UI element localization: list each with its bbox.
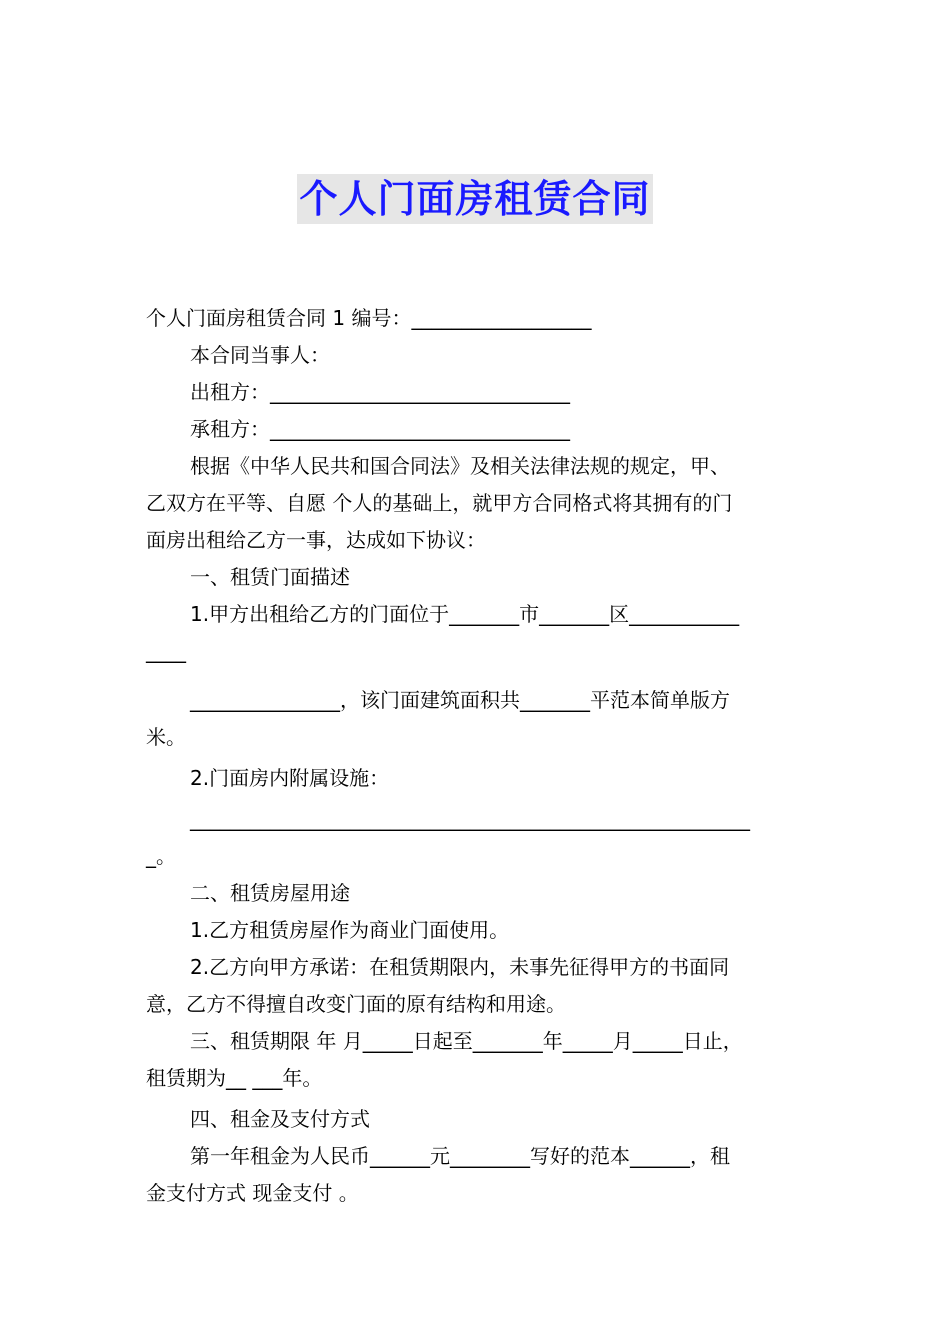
preamble-line-1: 根据《中华人民共和国合同法》及相关法律法规的规定，甲、 xyxy=(190,454,730,478)
preamble-line-2: 乙双方在平等、自愿 个人的基础上，就甲方合同格式将其拥有的门 xyxy=(146,491,733,515)
section-3-line-2: 租赁期为__ ___年。 xyxy=(146,1066,323,1090)
item-1-1-continued: ____ xyxy=(146,639,186,663)
item-1-1: 1.甲方出租给乙方的门面位于_______市_______区___________ xyxy=(190,602,740,626)
item-2-1: 1.乙方租赁房屋作为商业门面使用。 xyxy=(190,918,510,942)
item-2-2-line-1: 2.乙方向甲方承诺：在租赁期限内，未事先征得甲方的书面同 xyxy=(190,955,730,979)
item-4-1-line-2: 金支付方式 现金支付 。 xyxy=(146,1181,359,1205)
title-container xyxy=(0,174,950,224)
item-1-3: 2.门面房内附属设施： xyxy=(190,766,390,790)
section-4-heading: 四、租金及支付方式 xyxy=(190,1107,370,1131)
item-2-2-line-2: 意，乙方不得擅自改变门面的原有结构和用途。 xyxy=(146,992,566,1016)
item-4-1-line-1: 第一年租金为人民币______元________写好的范本______，租 xyxy=(190,1144,730,1168)
item-1-3-end: _。 xyxy=(146,844,176,868)
lessee-line: 承租方：______________________________ xyxy=(190,417,570,441)
section-1-heading: 一、租赁门面描述 xyxy=(190,565,350,589)
document-body xyxy=(146,300,808,1212)
lessor-line: 出租方：______________________________ xyxy=(190,380,570,404)
preamble-line-3: 面房出租给乙方一事，达成如下协议： xyxy=(146,528,486,552)
item-1-3-blank-line: ________________________________________________________ xyxy=(190,807,750,831)
header-line: 个人门面房租赁合同 1 编号：__________________ xyxy=(146,306,592,330)
section-3-line-1: 三、租赁期限 年 月_____日起至_______年_____月_____日止， xyxy=(190,1029,743,1053)
item-1-2-continued: 米。 xyxy=(146,725,186,749)
parties-intro: 本合同当事人： xyxy=(190,343,330,367)
document-title: 个人门面房租赁合同 xyxy=(297,174,652,224)
section-2-heading: 二、租赁房屋用途 xyxy=(190,881,350,905)
item-1-2: _______________，该门面建筑面积共_______平范本简单版方 xyxy=(190,688,730,712)
